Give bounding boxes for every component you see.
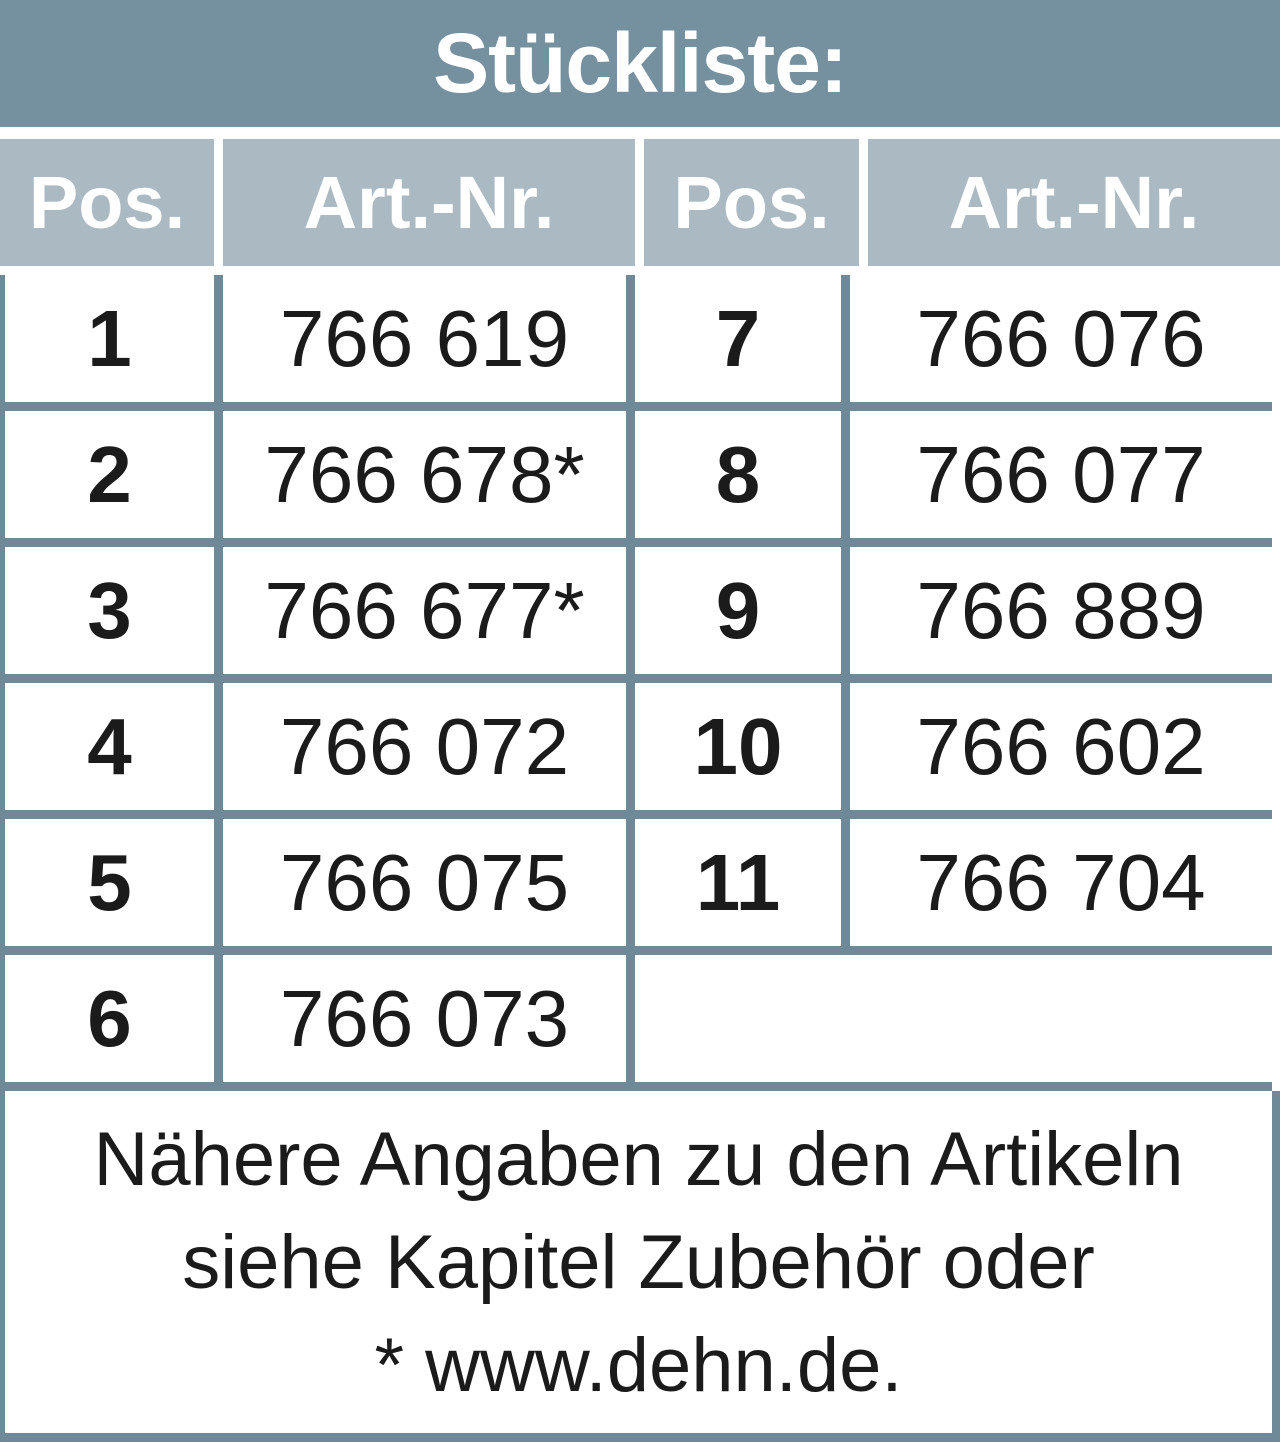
- art-nr-cell: 766 602: [841, 683, 1272, 810]
- header-body-divider: [0, 266, 1280, 275]
- footer-note-url-line: * www.dehn.de.: [374, 1322, 903, 1408]
- column-header-art-right: Art.-Nr.: [868, 139, 1280, 266]
- page-title: Stückliste:: [433, 16, 847, 110]
- art-nr-cell: 766 076: [841, 275, 1272, 402]
- footer-note-line-2: siehe Kapitel Zubehör oder: [182, 1219, 1095, 1305]
- table-row: [5, 275, 1272, 411]
- empty-merged-cell: [626, 955, 1272, 1082]
- art-nr-cell: 766 072: [214, 683, 626, 810]
- column-header-pos-right: Pos.: [644, 139, 859, 266]
- pos-cell: 5: [5, 819, 214, 946]
- pos-cell: 9: [626, 547, 841, 674]
- footer-note: [0, 1091, 1280, 1442]
- pos-cell: 1: [5, 275, 214, 402]
- title-bar: [0, 0, 1280, 127]
- table-row: [5, 819, 1272, 955]
- footer-note-line-1: Nähere Angaben zu den Artikeln: [93, 1116, 1184, 1202]
- pos-cell: 8: [626, 411, 841, 538]
- pos-cell: 3: [5, 547, 214, 674]
- title-header-divider: [0, 127, 1280, 139]
- art-nr-cell: 766 073: [214, 955, 626, 1082]
- art-nr-cell: 766 619: [214, 275, 626, 402]
- pos-cell: 10: [626, 683, 841, 810]
- art-nr-cell: 766 077: [841, 411, 1272, 538]
- pos-cell: 6: [5, 955, 214, 1082]
- pos-cell: 2: [5, 411, 214, 538]
- table-row: [5, 955, 1272, 1091]
- art-nr-cell: 766 677*: [214, 547, 626, 674]
- table-row: [5, 411, 1272, 547]
- pos-cell: 7: [626, 275, 841, 402]
- art-nr-cell: 766 678*: [214, 411, 626, 538]
- art-nr-cell: 766 075: [214, 819, 626, 946]
- column-header-art-left: Art.-Nr.: [223, 139, 635, 266]
- table-body: [0, 275, 1280, 1091]
- table-row: [5, 547, 1272, 683]
- table-header-row: [0, 139, 1280, 266]
- pos-cell: 11: [626, 819, 841, 946]
- art-nr-cell: 766 704: [841, 819, 1272, 946]
- art-nr-cell: 766 889: [841, 547, 1272, 674]
- table-row: [5, 683, 1272, 819]
- pos-cell: 4: [5, 683, 214, 810]
- column-header-pos-left: Pos.: [0, 139, 214, 266]
